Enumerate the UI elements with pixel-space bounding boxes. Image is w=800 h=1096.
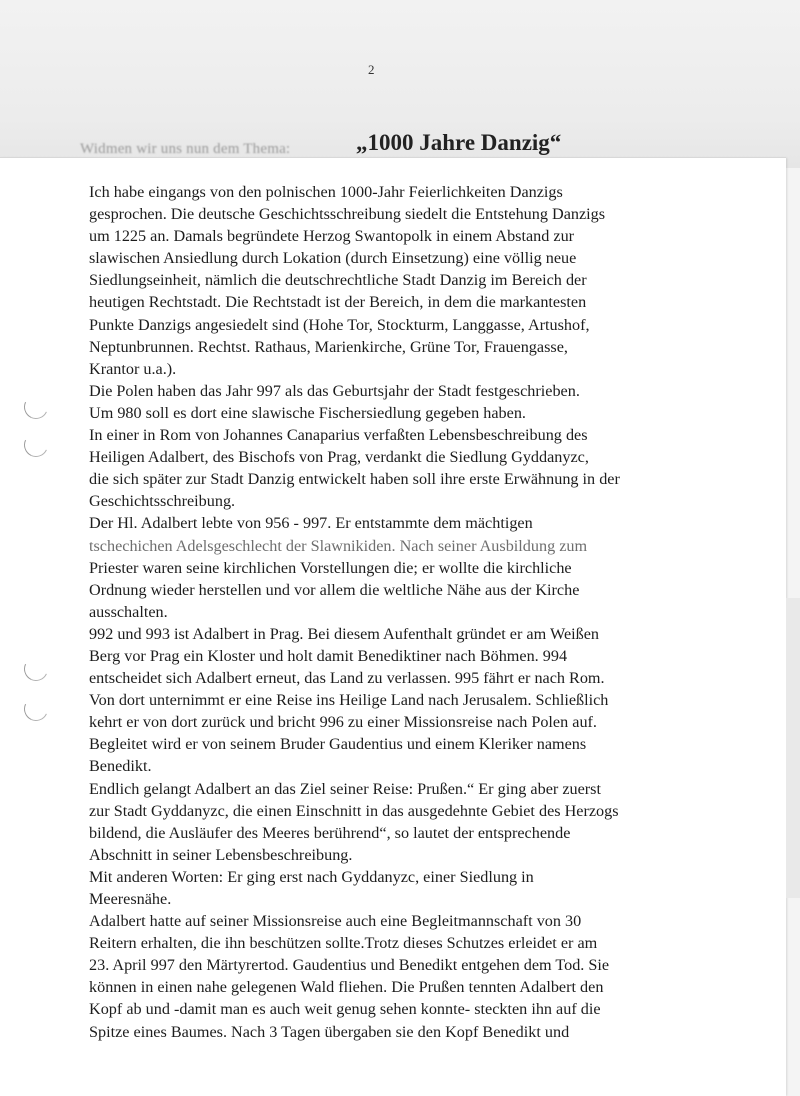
text-line: um 1225 an. Damals begründete Herzog Swantopolk in einem Abstand zur <box>89 227 575 246</box>
text-line: Meeresnähe. <box>89 890 172 908</box>
text-line: Ich habe eingangs von den polnischen 1000-Jahr Feierlichkeiten Danzigs <box>89 183 563 201</box>
text-line: Endlich gelangt Adalbert an das Ziel seiner Reise: Prußen.“ Er ging aber zuerst <box>89 779 601 798</box>
body-text <box>89 181 779 1043</box>
text-line: Geschichtsschreibung. <box>89 492 236 511</box>
text-line: Ordnung wieder herstellen und vor allem die weltliche Nähe aus der Kirche <box>89 580 580 599</box>
text-line: kehrt er von dort zurück und bricht 996 zu einer Missionsreise nach Polen auf. <box>89 713 597 732</box>
text-line: Von dort unternimmt er eine Reise ins Heilige Land nach Jerusalem. Schließlich <box>89 691 609 710</box>
text-line: In einer in Rom von Johannes Canaparius verfaßten Lebensbeschreibung des <box>89 426 588 445</box>
text-line: tschechichen Adelsgeschlecht der Slawnikiden. Nach seiner Ausbildung zum <box>89 536 588 555</box>
text-line: die sich später zur Stadt Danzig entwickelt haben soll ihre erste Erwähnung in der <box>89 470 620 489</box>
page-title: „1000 Jahre Danzig“ <box>356 130 562 155</box>
text-line: Adalbert hatte auf seiner Missionsreise auch eine Begleitmannschaft von 30 <box>89 912 582 931</box>
text-line: ausschalten. <box>89 602 168 621</box>
text-line: Abschnitt in seiner Lebensbeschreibung. <box>89 845 353 864</box>
text-line: Spitze eines Baumes. Nach 3 Tagen übergaben sie den Kopf Benedikt und <box>89 1022 570 1041</box>
text-line: Punkte Danzigs angesiedelt sind (Hohe Tor, Stockturm, Langgasse, Artushof, <box>89 315 590 334</box>
text-line: Der Hl. Adalbert lebte von 956 - 997. Er entstammte dem mächtigen <box>89 514 533 533</box>
text-line: entscheidet sich Adalbert erneut, das Land zu verlassen. 995 fährt er nach Rom. <box>89 669 605 688</box>
text-line: Kopf ab und -damit man es auch weit genug sehen konnte- steckten ihn auf die <box>89 1000 601 1019</box>
text-line: gesprochen. Die deutsche Geschichtsschreibung siedelt die Entstehung Danzigs <box>89 205 606 224</box>
text-line: Die Polen haben das Jahr 997 als das Geburtsjahr der Stadt festgeschrieben. <box>89 381 580 400</box>
text-line: 992 und 993 ist Adalbert in Prag. Bei diesem Aufenthalt gründet er am Weißen <box>89 624 599 643</box>
text-line: bildend, die Ausläufer des Meeres berührend“, so lautet der entsprechende <box>89 823 571 842</box>
text-line: Begleitet wird er von seinem Bruder Gaudentius und einem Kleriker namens <box>89 735 587 754</box>
text-line: heutigen Rechtstadt. Die Rechtstadt ist der Bereich, in dem die markantesten <box>89 293 587 312</box>
text-line: slawischen Ansiedlung durch Lokation (durch Einsetzung) eine völlig neue <box>89 249 577 268</box>
text-line: Priester waren seine kirchlichen Vorstellungen die; er wollte die kirchliche <box>89 558 572 577</box>
text-line: Reitern erhalten, die ihn beschützen sollte.Trotz dieses Schutzes erleidet er am <box>89 934 598 953</box>
text-line: 23. April 997 den Märtyrertod. Gaudentius und Benedikt entgehen dem Tod. Sie <box>89 956 610 975</box>
heading-prefix: Widmen wir uns nun dem Thema: <box>80 141 291 157</box>
page-number: 2 <box>368 62 375 77</box>
text-line: Siedlungseinheit, nämlich die deutschrechtliche Stadt Danzig im Bereich der <box>89 271 587 290</box>
text-line: Mit anderen Worten: Er ging erst nach Gyddanyzc, einer Siedlung in <box>89 867 534 886</box>
top-sheet <box>0 0 800 168</box>
text-line: Neptunbrunnen. Rechtst. Rathaus, Marienkirche, Grüne Tor, Frauengasse, <box>89 337 568 356</box>
text-line: Krantor u.a.). <box>89 359 177 378</box>
text-line: zur Stadt Gyddanyzc, die einen Einschnitt in das ausgedehnte Gebiet des Herzogs <box>89 801 619 820</box>
text-line: Berg vor Prag ein Kloster und holt damit Benediktiner nach Böhmen. 994 <box>89 646 568 665</box>
text-line: Um 980 soll es dort eine slawische Fischersiedlung gegeben haben. <box>89 403 526 422</box>
text-line: Benedikt. <box>89 757 152 776</box>
text-line: können in einen nahe gelegenen Wald fliehen. Die Prußen tennten Adalbert den <box>89 978 604 997</box>
text-line: Heiligen Adalbert, des Bischofs von Prag, verdankt die Siedlung Gyddanyzc, <box>89 448 589 467</box>
